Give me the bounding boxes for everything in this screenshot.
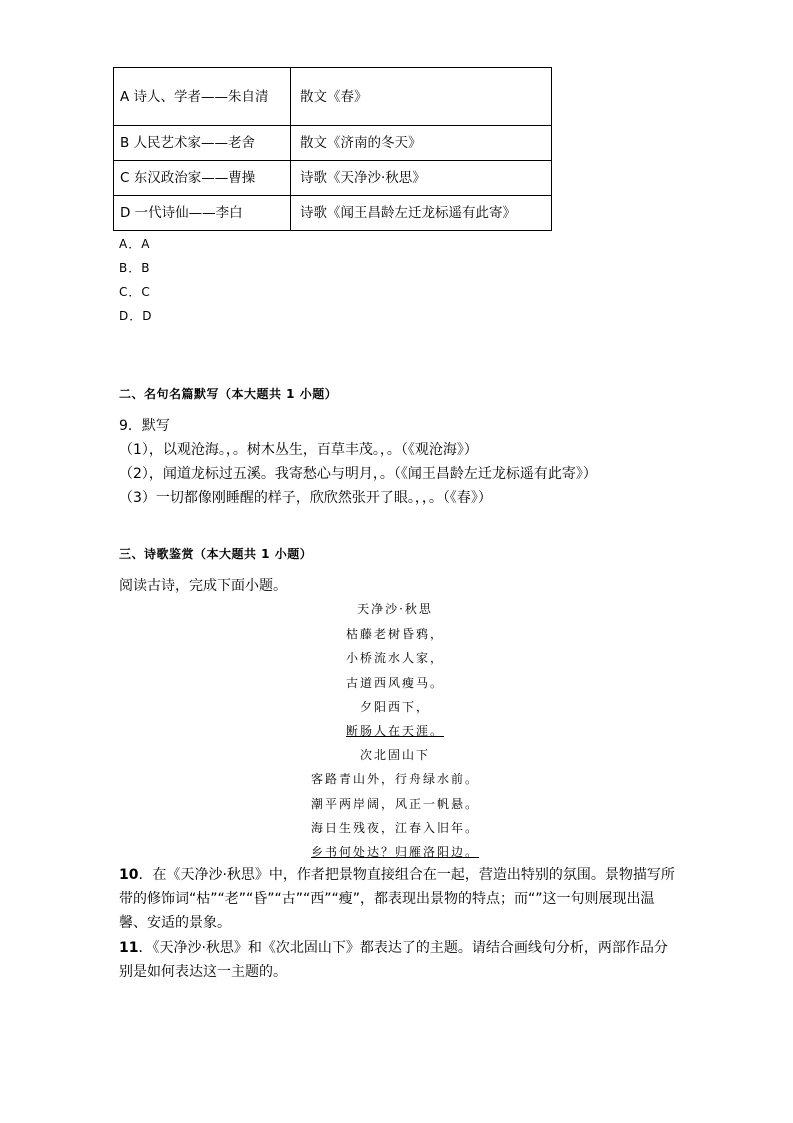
reading-intro: 阅读古诗，完成下面小题。	[119, 578, 287, 594]
question-9-title: 9．默写	[119, 418, 170, 434]
table-cell-author: A 诗人、学者——朱自清	[114, 68, 291, 126]
poem-2-title: 次北固山下	[359, 748, 430, 762]
poem-2-underlined-line: 乡书何处达？归雁洛阳边。	[310, 845, 479, 859]
options-table	[113, 67, 552, 231]
table-cell-work: 诗歌《天净沙·秋思》	[291, 161, 552, 196]
poem-1-title: 天净沙·秋思	[357, 602, 433, 616]
poem-1-line: 夕阳西下，	[359, 700, 430, 714]
table-row	[114, 161, 552, 196]
table-cell-author: C 东汉政治家——曹操	[114, 161, 291, 196]
poem-2-line: 客路青山外，行舟绿水前。	[310, 772, 479, 786]
choice-c: C．C	[119, 285, 151, 299]
question-9-line-3: （3）一切都像刚睡醒的样子，欣欣然张开了眼。，，。（《春》）	[119, 490, 492, 506]
question-9-line-2: （2），闻道龙标过五溪。我寄愁心与明月，。（《闻王昌龄左迁龙标遥有此寄》）	[119, 466, 597, 482]
table-row	[114, 68, 552, 126]
question-11-number: 11	[119, 940, 139, 956]
table-row	[114, 126, 552, 161]
table-row	[114, 196, 552, 231]
choice-a: A．A	[119, 237, 151, 251]
section-2-title: 二、名句名篇默写（本大题共 1 小题）	[119, 387, 338, 401]
table-cell-author: B 人民艺术家——老舍	[114, 126, 291, 161]
choice-d: D．D	[119, 309, 153, 323]
table-cell-work: 诗歌《闻王昌龄左迁龙标遥有此寄》	[291, 196, 552, 231]
table-cell-work: 散文《济南的冬天》	[291, 126, 552, 161]
choice-b: B．B	[119, 261, 151, 275]
section-3-title: 三、诗歌鉴赏（本大题共 1 小题）	[119, 547, 313, 561]
poem-1-underlined-line: 断肠人在天涯。	[345, 724, 444, 738]
poem-2-line: 潮平两岸阔，风正一帆悬。	[310, 797, 479, 811]
question-10-number: 10	[119, 867, 139, 883]
question-11-text: ．《天净沙·秋思》和《次北固山下》都表达了的主题。请结合画线句分析，两部作品分别是如何表达这一主题的。	[119, 940, 668, 980]
question-10-text: ．在《天净沙·秋思》中，作者把景物直接组合在一起，营造出特别的氛围。景物描写所带的修饰词“枯”“老”“昏”“古”“西”“瘦”，都表现出景物的特点；而“”这一句则展现出温馨、安适的景象。	[119, 867, 675, 931]
question-10	[119, 863, 679, 935]
poem-1-line: 古道西风瘦马。	[345, 676, 444, 690]
poem-2-line: 海日生残夜，江春入旧年。	[310, 821, 479, 835]
table-cell-work: 散文《春》	[291, 68, 552, 126]
table-cell-author: D 一代诗仙——李白	[114, 196, 291, 231]
poem-1-line: 枯藤老树昏鸦，	[345, 627, 444, 641]
question-9-line-1: （1），以观沧海。，。树木丛生，百草丰茂。，。（《观沧海》）	[119, 442, 478, 458]
question-11	[119, 936, 679, 984]
poem-1-line: 小桥流水人家，	[345, 651, 444, 665]
